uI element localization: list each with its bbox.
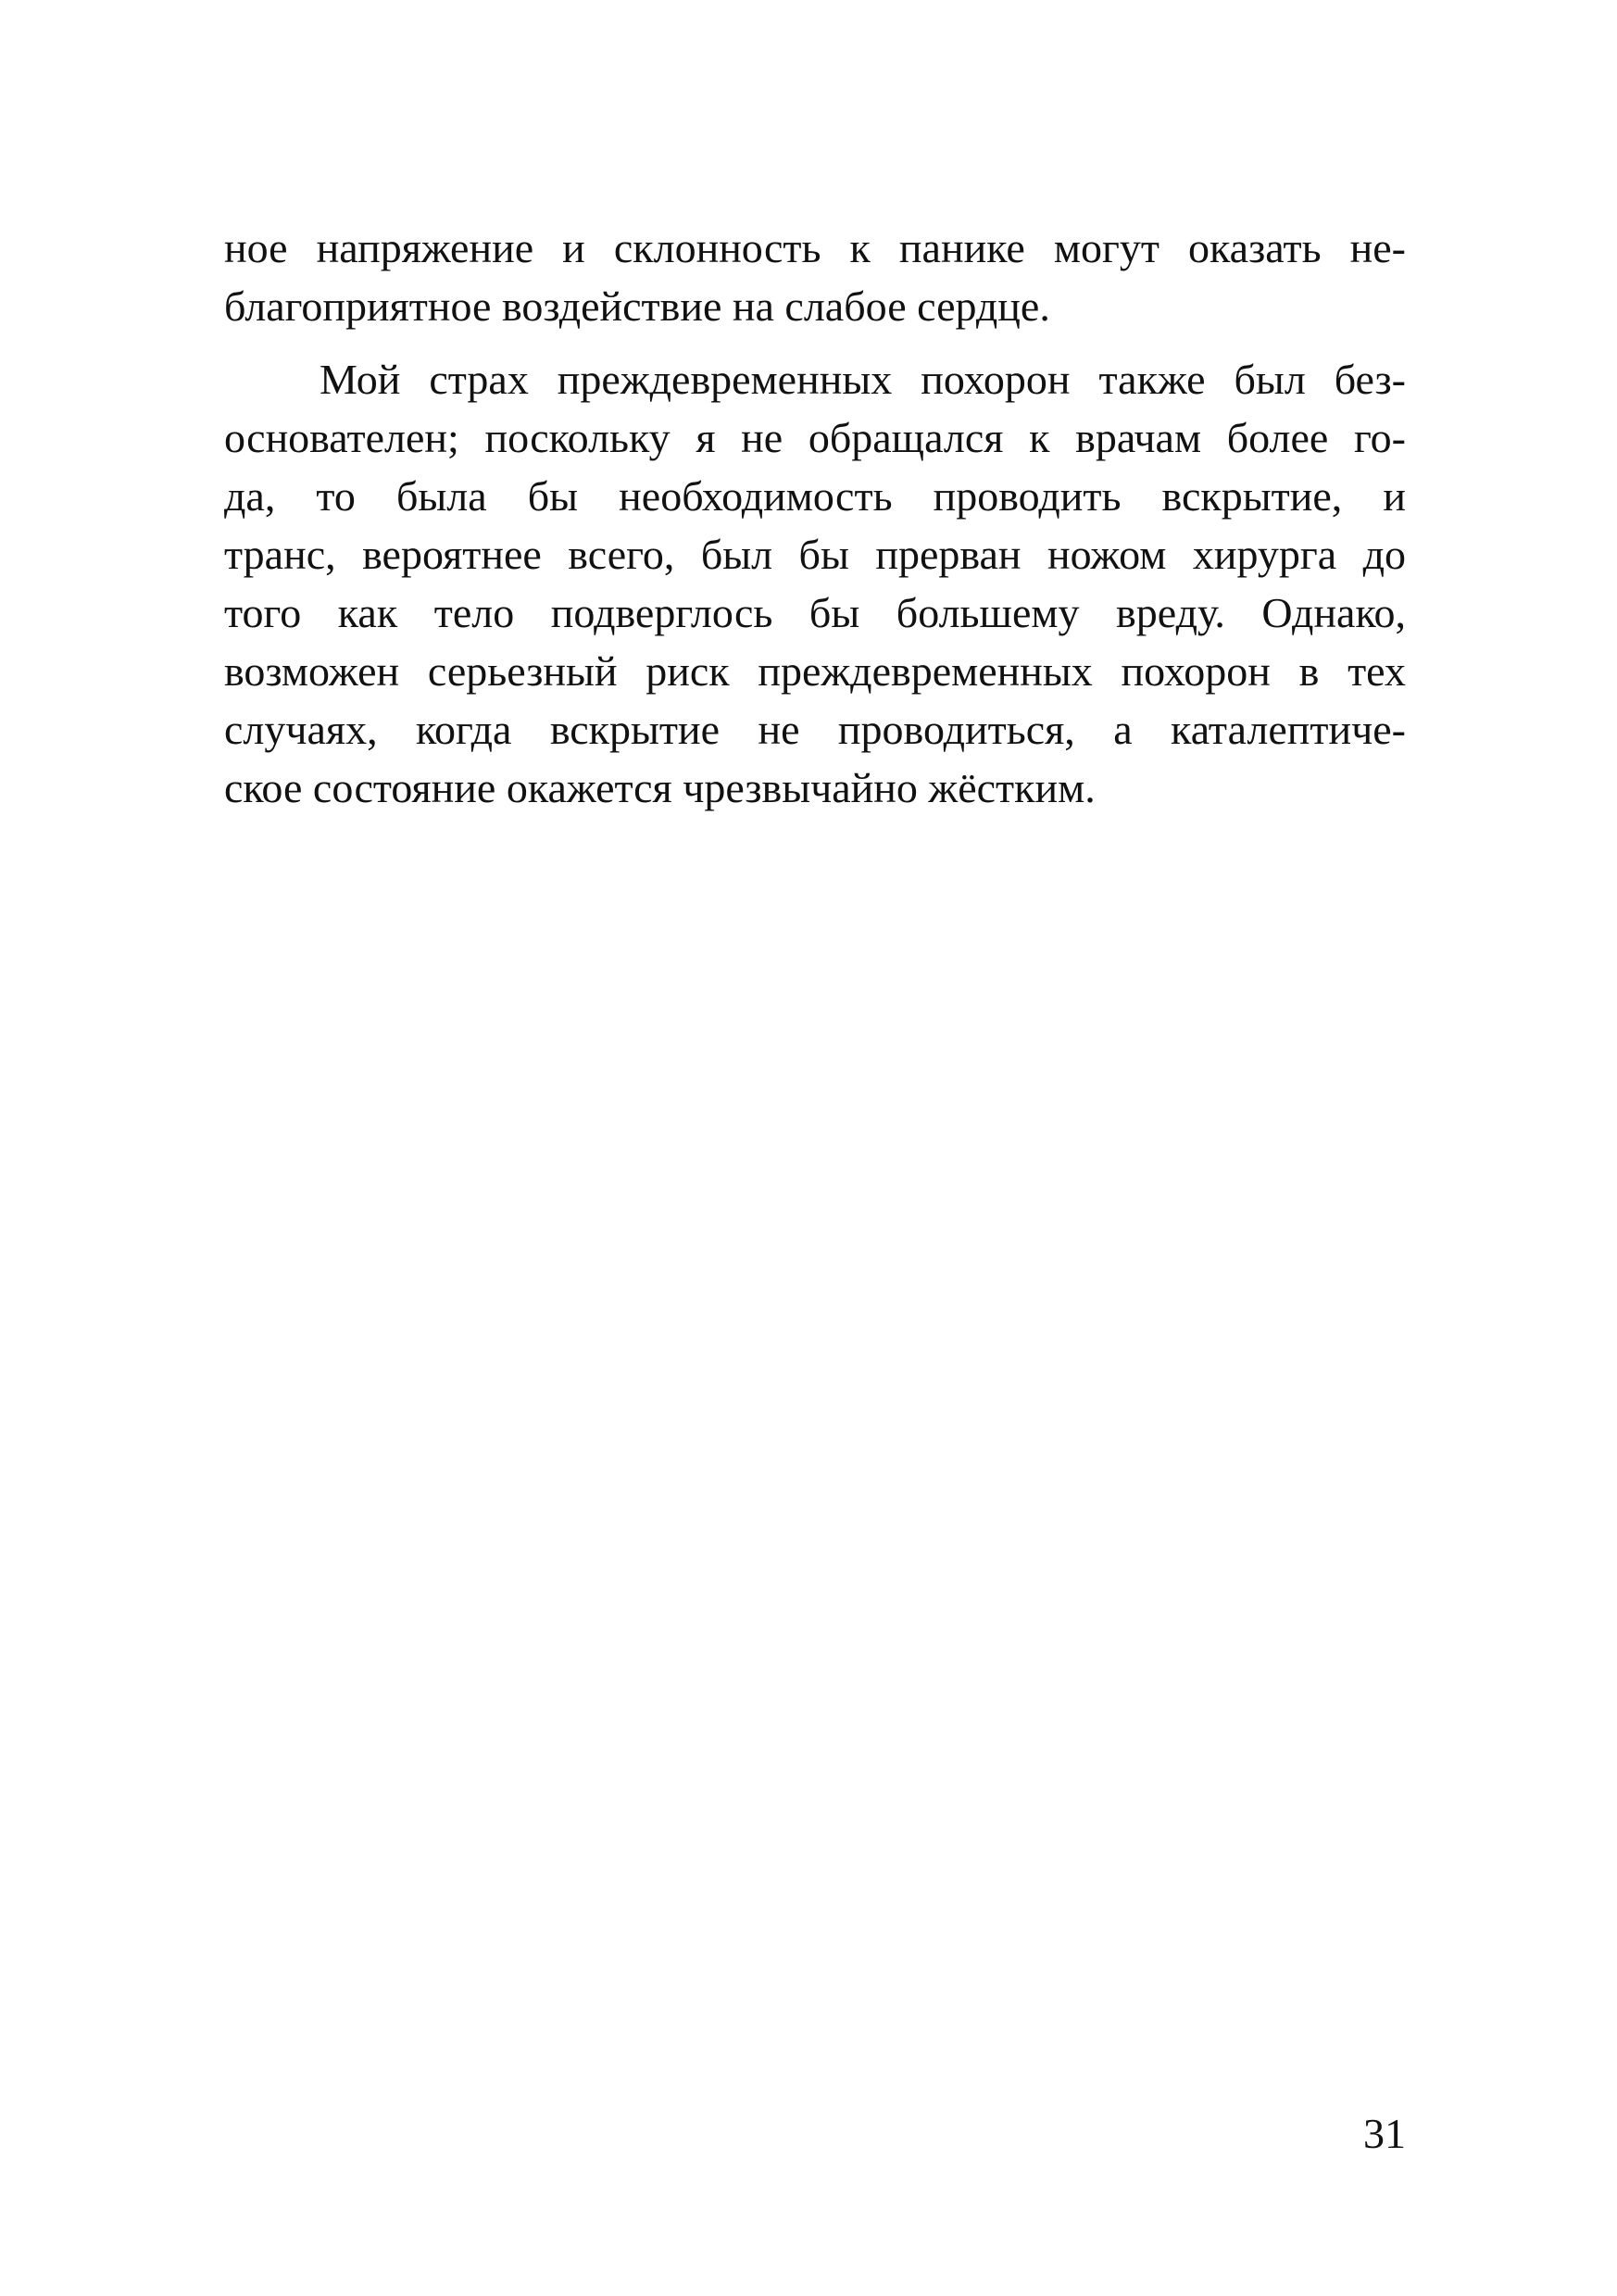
text-line: благоприятное воздействие на слабое сердце. (224, 282, 1050, 330)
text-line: да, то была бы необходимость проводить вскрытие, и (224, 472, 1406, 520)
text-line: основателен; поскольку я не обращался к врачам более го- (224, 414, 1406, 461)
paragraph-spacing (224, 335, 1406, 350)
page-number: 31 (1363, 2110, 1406, 2157)
text-line: ское состояние окажется чрезвычайно жёстким. (224, 764, 1096, 811)
text-line: транс, вероятнее всего, был бы прерван ножом хирурга до (224, 531, 1406, 578)
text-line: возможен серьезный риск преждевременных похорон в тех (224, 647, 1406, 695)
text-line: того как тело подверглось бы большему вреду. Однако, (224, 589, 1406, 636)
paragraph-1 (224, 219, 1406, 335)
body-text (224, 219, 1406, 817)
text-line: Мой страх преждевременных похорон также был без- (320, 356, 1406, 403)
text-line: ное напряжение и склонность к панике могут оказать не- (224, 224, 1406, 271)
paragraph-2 (224, 350, 1406, 817)
text-line: случаях, когда вскрытие не проводиться, а каталептиче- (224, 706, 1406, 753)
